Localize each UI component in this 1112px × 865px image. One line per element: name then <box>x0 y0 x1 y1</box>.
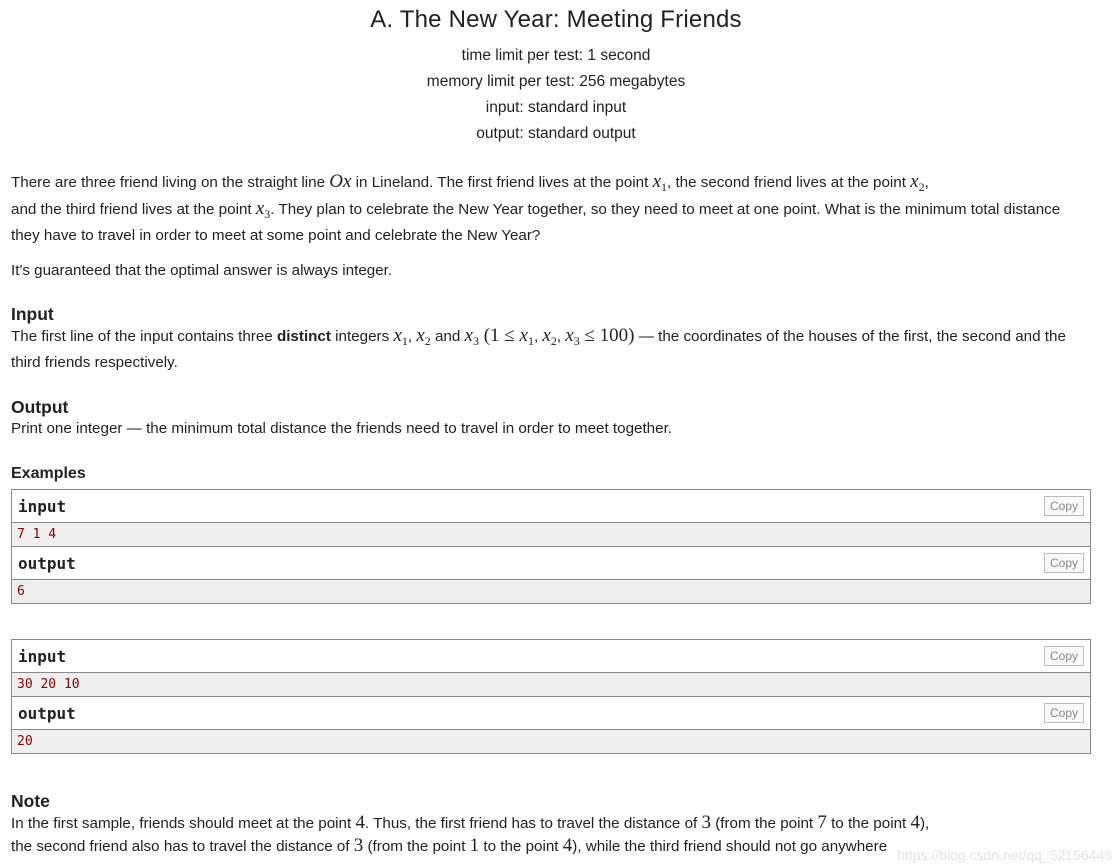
distinct-bold: distinct <box>276 328 331 345</box>
note-text: In the first sample, friends should meet at the point 4. Thus, the first friend has to travel the distance of 3 (from the point 7 to the point 4), the second friend also has to travel the distance of 3 (from the point 1 to the point 4), while the third friend should not go anywhere <box>11 812 930 856</box>
math-x3: $x_3$ <box>464 325 479 348</box>
legend-text: There are three friend living on the straight line <box>11 174 330 191</box>
math-ox: Ox <box>329 171 352 192</box>
legend-paragraph <box>11 171 1091 247</box>
legend-text: , the second friend lives at the point <box>667 174 911 191</box>
legend-text: in Lineland. The first friend lives at the point <box>351 174 653 191</box>
output-section-title: Output <box>11 397 69 417</box>
math-x3: $x_3$ <box>565 325 580 348</box>
input-specification <box>11 303 1091 374</box>
output-spec-text: Print one integer — the minimum total distance the friends need to travel in order to meet together. <box>11 420 673 437</box>
legend-text: and the third friend lives at the point <box>11 201 256 218</box>
sample-input-content: 7 1 4 <box>12 523 1090 547</box>
problem-header <box>0 0 1112 147</box>
sample-input-header <box>12 490 1090 523</box>
sample-output-header <box>12 547 1090 580</box>
sample-output-content: 20 <box>12 730 1090 753</box>
sample-input-label: input <box>18 497 67 516</box>
copy-button[interactable]: Copy <box>1044 553 1084 573</box>
sample-output-content: 6 <box>12 580 1090 603</box>
math-x2: $x_2$ <box>542 325 557 348</box>
legend <box>11 171 1091 247</box>
math-x1: $x_1$ <box>519 325 534 348</box>
copy-button[interactable]: Copy <box>1044 703 1084 723</box>
input-file: input: standard input <box>485 99 627 116</box>
input-section-title: Input <box>11 304 54 324</box>
copy-button[interactable]: Copy <box>1044 646 1084 666</box>
guarantee-text: It's guaranteed that the optimal answer is always integer. <box>11 262 393 279</box>
legend-text: . They plan to celebrate the New Year together, so they need to meet at one point. What is the minimum total distance they have to travel in order to meet at some point and celebrate the New Year? <box>11 201 1061 244</box>
sample-input-header <box>12 640 1090 673</box>
sample-test-1 <box>11 489 1091 604</box>
examples-title: Examples <box>11 465 86 482</box>
legend-text: , <box>924 174 929 191</box>
math-x3: $x_3$ <box>255 198 271 221</box>
sample-output-header <box>12 697 1090 730</box>
math-x1: $x_1$ <box>393 325 408 348</box>
legend-guarantee <box>11 260 1091 282</box>
problem-title: A. The New Year: Meeting Friends <box>370 6 742 33</box>
sample-input-label: input <box>18 647 67 666</box>
memory-limit: memory limit per test: 256 megabytes <box>426 73 686 90</box>
sample-output-label: output <box>18 704 76 723</box>
note-title: Note <box>11 791 50 811</box>
math-x1: $x_1$ <box>652 171 667 194</box>
watermark: https://blog.csdn.net/qq_52156445 <box>897 847 1112 863</box>
copy-button[interactable]: Copy <box>1044 496 1084 516</box>
sample-output-label: output <box>18 554 76 573</box>
constraint-open: (1 ≤ <box>478 325 520 346</box>
sample-input-content: 30 20 10 <box>12 673 1090 697</box>
time-limit: time limit per test: 1 second <box>461 47 651 64</box>
output-file: output: standard output <box>476 125 636 142</box>
sample-test-2 <box>11 639 1091 754</box>
constraint-close: ≤ 100) <box>579 325 635 346</box>
math-x2: $x_2$ <box>910 171 925 194</box>
input-spec-text: The first line of the input contains three distinct integers $x_1$, $x_2$ and $x_3$ ($1 \le x_1$, $x_2$, $x_3 \le 100$) — the coordinates of the houses of the first, the second and the third friends respectively. <box>11 325 1066 371</box>
output-specification <box>11 396 1091 440</box>
math-x2: $x_2$ <box>416 325 431 348</box>
